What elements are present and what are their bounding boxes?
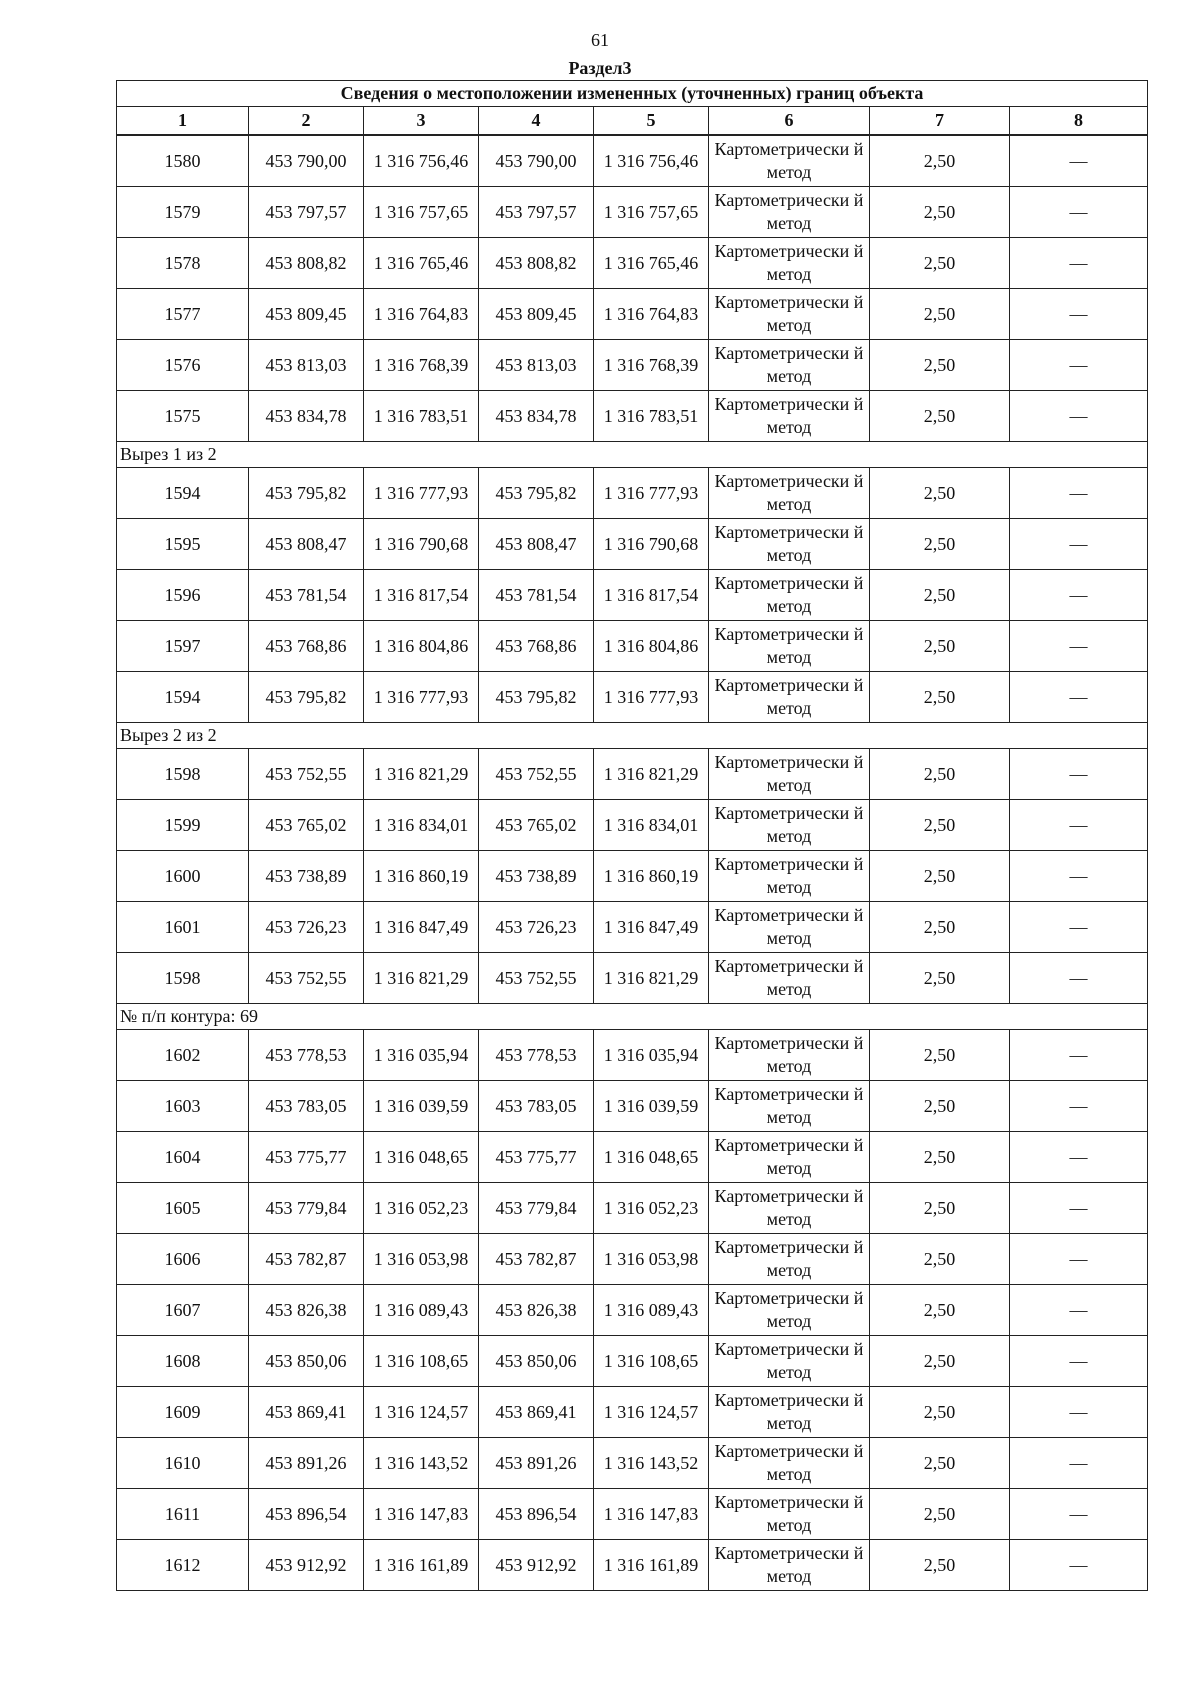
method-cell: Картометрически й метод [709, 391, 870, 442]
y-new-cell: 1 316 053,98 [594, 1234, 709, 1285]
point-number-cell: 1606 [117, 1234, 249, 1285]
description-cell: — [1010, 1081, 1148, 1132]
y-old-cell: 1 316 048,65 [364, 1132, 479, 1183]
y-old-cell: 1 316 756,46 [364, 135, 479, 187]
x-new-cell: 453 808,82 [479, 238, 594, 289]
group-label: Вырез 1 из 2 [117, 442, 1148, 468]
precision-cell: 2,50 [870, 519, 1010, 570]
precision-cell: 2,50 [870, 749, 1010, 800]
y-old-cell: 1 316 765,46 [364, 238, 479, 289]
y-new-cell: 1 316 124,57 [594, 1387, 709, 1438]
point-number-cell: 1578 [117, 238, 249, 289]
precision-cell: 2,50 [870, 1234, 1010, 1285]
y-new-cell: 1 316 756,46 [594, 135, 709, 187]
point-number-cell: 1605 [117, 1183, 249, 1234]
description-cell: — [1010, 1438, 1148, 1489]
x-new-cell: 453 834,78 [479, 391, 594, 442]
description-cell: — [1010, 621, 1148, 672]
column-header: 6 [709, 107, 870, 136]
point-number-cell: 1595 [117, 519, 249, 570]
table-row [117, 1489, 1148, 1540]
method-cell: Картометрически й метод [709, 1540, 870, 1591]
y-old-cell: 1 316 821,29 [364, 953, 479, 1004]
x-old-cell: 453 813,03 [249, 340, 364, 391]
precision-cell: 2,50 [870, 1285, 1010, 1336]
table-row [117, 391, 1148, 442]
precision-cell: 2,50 [870, 340, 1010, 391]
y-new-cell: 1 316 834,01 [594, 800, 709, 851]
table-row [117, 1387, 1148, 1438]
description-cell: — [1010, 749, 1148, 800]
y-old-cell: 1 316 777,93 [364, 672, 479, 723]
precision-cell: 2,50 [870, 902, 1010, 953]
x-new-cell: 453 797,57 [479, 187, 594, 238]
description-cell: — [1010, 1132, 1148, 1183]
description-cell: — [1010, 672, 1148, 723]
description-cell: — [1010, 391, 1148, 442]
table-row [117, 953, 1148, 1004]
point-number-cell: 1577 [117, 289, 249, 340]
description-cell: — [1010, 1336, 1148, 1387]
method-cell: Картометрически й метод [709, 621, 870, 672]
x-new-cell: 453 779,84 [479, 1183, 594, 1234]
y-new-cell: 1 316 039,59 [594, 1081, 709, 1132]
column-header: 3 [364, 107, 479, 136]
table-caption: Сведения о местоположении измененных (уточненных) границ объекта [117, 81, 1148, 107]
coordinates-table [116, 80, 1148, 1591]
point-number-cell: 1612 [117, 1540, 249, 1591]
y-new-cell: 1 316 765,46 [594, 238, 709, 289]
page-number: 61 [591, 30, 609, 50]
method-cell: Картометрически й метод [709, 187, 870, 238]
precision-cell: 2,50 [870, 289, 1010, 340]
x-old-cell: 453 912,92 [249, 1540, 364, 1591]
method-cell: Картометрически й метод [709, 672, 870, 723]
y-new-cell: 1 316 089,43 [594, 1285, 709, 1336]
description-cell: — [1010, 1234, 1148, 1285]
x-old-cell: 453 891,26 [249, 1438, 364, 1489]
table-row [117, 238, 1148, 289]
point-number-cell: 1604 [117, 1132, 249, 1183]
point-number-cell: 1580 [117, 135, 249, 187]
table-row [117, 1285, 1148, 1336]
x-new-cell: 453 768,86 [479, 621, 594, 672]
method-cell: Картометрически й метод [709, 340, 870, 391]
y-old-cell: 1 316 783,51 [364, 391, 479, 442]
description-cell: — [1010, 340, 1148, 391]
x-new-cell: 453 765,02 [479, 800, 594, 851]
description-cell: — [1010, 1285, 1148, 1336]
point-number-cell: 1598 [117, 749, 249, 800]
group-label: № п/п контура: 69 [117, 1004, 1148, 1030]
y-new-cell: 1 316 048,65 [594, 1132, 709, 1183]
y-new-cell: 1 316 777,93 [594, 468, 709, 519]
x-new-cell: 453 775,77 [479, 1132, 594, 1183]
y-old-cell: 1 316 143,52 [364, 1438, 479, 1489]
point-number-cell: 1599 [117, 800, 249, 851]
precision-cell: 2,50 [870, 1132, 1010, 1183]
x-old-cell: 453 808,47 [249, 519, 364, 570]
table-row [117, 749, 1148, 800]
method-cell: Картометрически й метод [709, 851, 870, 902]
x-new-cell: 453 790,00 [479, 135, 594, 187]
y-old-cell: 1 316 790,68 [364, 519, 479, 570]
precision-cell: 2,50 [870, 851, 1010, 902]
y-new-cell: 1 316 860,19 [594, 851, 709, 902]
method-cell: Картометрически й метод [709, 1387, 870, 1438]
method-cell: Картометрически й метод [709, 1183, 870, 1234]
group-label: Вырез 2 из 2 [117, 723, 1148, 749]
precision-cell: 2,50 [870, 1387, 1010, 1438]
y-old-cell: 1 316 847,49 [364, 902, 479, 953]
method-cell: Картометрически й метод [709, 1234, 870, 1285]
x-new-cell: 453 809,45 [479, 289, 594, 340]
y-new-cell: 1 316 764,83 [594, 289, 709, 340]
x-new-cell: 453 726,23 [479, 902, 594, 953]
y-new-cell: 1 316 821,29 [594, 953, 709, 1004]
y-new-cell: 1 316 804,86 [594, 621, 709, 672]
y-new-cell: 1 316 035,94 [594, 1030, 709, 1081]
precision-cell: 2,50 [870, 1030, 1010, 1081]
y-new-cell: 1 316 821,29 [594, 749, 709, 800]
y-old-cell: 1 316 039,59 [364, 1081, 479, 1132]
method-cell: Картометрически й метод [709, 519, 870, 570]
description-cell: — [1010, 1540, 1148, 1591]
method-cell: Картометрически й метод [709, 1132, 870, 1183]
precision-cell: 2,50 [870, 800, 1010, 851]
y-old-cell: 1 316 821,29 [364, 749, 479, 800]
precision-cell: 2,50 [870, 1183, 1010, 1234]
table-row [117, 902, 1148, 953]
method-cell: Картометрически й метод [709, 1336, 870, 1387]
x-old-cell: 453 795,82 [249, 672, 364, 723]
x-new-cell: 453 752,55 [479, 749, 594, 800]
x-new-cell: 453 795,82 [479, 468, 594, 519]
precision-cell: 2,50 [870, 621, 1010, 672]
x-new-cell: 453 738,89 [479, 851, 594, 902]
x-old-cell: 453 850,06 [249, 1336, 364, 1387]
x-old-cell: 453 781,54 [249, 570, 364, 621]
point-number-cell: 1575 [117, 391, 249, 442]
x-new-cell: 453 891,26 [479, 1438, 594, 1489]
table-row [117, 135, 1148, 187]
description-cell: — [1010, 135, 1148, 187]
y-old-cell: 1 316 089,43 [364, 1285, 479, 1336]
table-row [117, 1438, 1148, 1489]
table-row [117, 519, 1148, 570]
point-number-cell: 1610 [117, 1438, 249, 1489]
description-cell: — [1010, 187, 1148, 238]
precision-cell: 2,50 [870, 1081, 1010, 1132]
method-cell: Картометрически й метод [709, 1030, 870, 1081]
x-new-cell: 453 783,05 [479, 1081, 594, 1132]
table-row [117, 1081, 1148, 1132]
x-old-cell: 453 797,57 [249, 187, 364, 238]
x-old-cell: 453 869,41 [249, 1387, 364, 1438]
y-old-cell: 1 316 035,94 [364, 1030, 479, 1081]
method-cell: Картометрически й метод [709, 1489, 870, 1540]
point-number-cell: 1603 [117, 1081, 249, 1132]
table-row [117, 1030, 1148, 1081]
table-row [117, 1132, 1148, 1183]
column-header: 5 [594, 107, 709, 136]
x-old-cell: 453 808,82 [249, 238, 364, 289]
y-old-cell: 1 316 161,89 [364, 1540, 479, 1591]
y-new-cell: 1 316 143,52 [594, 1438, 709, 1489]
point-number-cell: 1596 [117, 570, 249, 621]
description-cell: — [1010, 1030, 1148, 1081]
y-new-cell: 1 316 777,93 [594, 672, 709, 723]
method-cell: Картометрически й метод [709, 135, 870, 187]
x-old-cell: 453 726,23 [249, 902, 364, 953]
description-cell: — [1010, 519, 1148, 570]
precision-cell: 2,50 [870, 468, 1010, 519]
method-cell: Картометрически й метод [709, 289, 870, 340]
y-new-cell: 1 316 161,89 [594, 1540, 709, 1591]
precision-cell: 2,50 [870, 238, 1010, 289]
x-new-cell: 453 752,55 [479, 953, 594, 1004]
point-number-cell: 1598 [117, 953, 249, 1004]
description-cell: — [1010, 800, 1148, 851]
method-cell: Картометрически й метод [709, 902, 870, 953]
y-new-cell: 1 316 768,39 [594, 340, 709, 391]
precision-cell: 2,50 [870, 1489, 1010, 1540]
y-old-cell: 1 316 757,65 [364, 187, 479, 238]
point-number-cell: 1594 [117, 672, 249, 723]
x-old-cell: 453 752,55 [249, 749, 364, 800]
x-old-cell: 453 783,05 [249, 1081, 364, 1132]
precision-cell: 2,50 [870, 187, 1010, 238]
x-old-cell: 453 826,38 [249, 1285, 364, 1336]
y-old-cell: 1 316 147,83 [364, 1489, 479, 1540]
y-old-cell: 1 316 804,86 [364, 621, 479, 672]
table-row [117, 621, 1148, 672]
method-cell: Картометрически й метод [709, 238, 870, 289]
method-cell: Картометрически й метод [709, 468, 870, 519]
x-old-cell: 453 782,87 [249, 1234, 364, 1285]
y-old-cell: 1 316 124,57 [364, 1387, 479, 1438]
point-number-cell: 1600 [117, 851, 249, 902]
precision-cell: 2,50 [870, 1336, 1010, 1387]
x-old-cell: 453 779,84 [249, 1183, 364, 1234]
column-header: 4 [479, 107, 594, 136]
x-new-cell: 453 781,54 [479, 570, 594, 621]
y-old-cell: 1 316 053,98 [364, 1234, 479, 1285]
x-old-cell: 453 809,45 [249, 289, 364, 340]
y-old-cell: 1 316 834,01 [364, 800, 479, 851]
point-number-cell: 1579 [117, 187, 249, 238]
description-cell: — [1010, 570, 1148, 621]
description-cell: — [1010, 1489, 1148, 1540]
y-new-cell: 1 316 108,65 [594, 1336, 709, 1387]
method-cell: Картометрически й метод [709, 800, 870, 851]
precision-cell: 2,50 [870, 570, 1010, 621]
x-old-cell: 453 834,78 [249, 391, 364, 442]
x-old-cell: 453 790,00 [249, 135, 364, 187]
table-row [117, 1540, 1148, 1591]
y-old-cell: 1 316 108,65 [364, 1336, 479, 1387]
group-row [117, 723, 1148, 749]
x-new-cell: 453 778,53 [479, 1030, 594, 1081]
table-row [117, 1234, 1148, 1285]
x-new-cell: 453 808,47 [479, 519, 594, 570]
x-old-cell: 453 795,82 [249, 468, 364, 519]
method-cell: Картометрически й метод [709, 1438, 870, 1489]
y-old-cell: 1 316 777,93 [364, 468, 479, 519]
table-row [117, 1336, 1148, 1387]
group-row [117, 442, 1148, 468]
x-new-cell: 453 912,92 [479, 1540, 594, 1591]
y-old-cell: 1 316 052,23 [364, 1183, 479, 1234]
y-old-cell: 1 316 817,54 [364, 570, 479, 621]
table-row [117, 468, 1148, 519]
table-row [117, 340, 1148, 391]
description-cell: — [1010, 1183, 1148, 1234]
precision-cell: 2,50 [870, 391, 1010, 442]
y-new-cell: 1 316 817,54 [594, 570, 709, 621]
x-old-cell: 453 752,55 [249, 953, 364, 1004]
group-row [117, 1004, 1148, 1030]
precision-cell: 2,50 [870, 1438, 1010, 1489]
point-number-cell: 1576 [117, 340, 249, 391]
method-cell: Картометрически й метод [709, 749, 870, 800]
table-row [117, 800, 1148, 851]
y-new-cell: 1 316 847,49 [594, 902, 709, 953]
point-number-cell: 1601 [117, 902, 249, 953]
table-row [117, 570, 1148, 621]
x-old-cell: 453 778,53 [249, 1030, 364, 1081]
description-cell: — [1010, 902, 1148, 953]
method-cell: Картометрически й метод [709, 1081, 870, 1132]
y-old-cell: 1 316 860,19 [364, 851, 479, 902]
method-cell: Картометрически й метод [709, 1285, 870, 1336]
table-row [117, 289, 1148, 340]
column-header: 8 [1010, 107, 1148, 136]
y-new-cell: 1 316 757,65 [594, 187, 709, 238]
y-new-cell: 1 316 790,68 [594, 519, 709, 570]
point-number-cell: 1602 [117, 1030, 249, 1081]
point-number-cell: 1597 [117, 621, 249, 672]
description-cell: — [1010, 851, 1148, 902]
x-old-cell: 453 775,77 [249, 1132, 364, 1183]
x-old-cell: 453 768,86 [249, 621, 364, 672]
table-row [117, 1183, 1148, 1234]
x-old-cell: 453 738,89 [249, 851, 364, 902]
table-row [117, 851, 1148, 902]
description-cell: — [1010, 468, 1148, 519]
x-new-cell: 453 782,87 [479, 1234, 594, 1285]
x-new-cell: 453 795,82 [479, 672, 594, 723]
point-number-cell: 1609 [117, 1387, 249, 1438]
x-new-cell: 453 813,03 [479, 340, 594, 391]
precision-cell: 2,50 [870, 1540, 1010, 1591]
y-new-cell: 1 316 783,51 [594, 391, 709, 442]
y-old-cell: 1 316 768,39 [364, 340, 479, 391]
x-new-cell: 453 896,54 [479, 1489, 594, 1540]
description-cell: — [1010, 1387, 1148, 1438]
point-number-cell: 1608 [117, 1336, 249, 1387]
precision-cell: 2,50 [870, 953, 1010, 1004]
column-header: 2 [249, 107, 364, 136]
x-new-cell: 453 826,38 [479, 1285, 594, 1336]
method-cell: Картометрически й метод [709, 953, 870, 1004]
x-new-cell: 453 850,06 [479, 1336, 594, 1387]
method-cell: Картометрически й метод [709, 570, 870, 621]
x-old-cell: 453 765,02 [249, 800, 364, 851]
column-header: 7 [870, 107, 1010, 136]
precision-cell: 2,50 [870, 672, 1010, 723]
point-number-cell: 1607 [117, 1285, 249, 1336]
table-row [117, 672, 1148, 723]
description-cell: — [1010, 238, 1148, 289]
precision-cell: 2,50 [870, 135, 1010, 187]
point-number-cell: 1594 [117, 468, 249, 519]
y-new-cell: 1 316 147,83 [594, 1489, 709, 1540]
point-number-cell: 1611 [117, 1489, 249, 1540]
y-old-cell: 1 316 764,83 [364, 289, 479, 340]
table-body [117, 135, 1148, 1591]
x-old-cell: 453 896,54 [249, 1489, 364, 1540]
section-title: Раздел3 [568, 58, 632, 78]
column-header: 1 [117, 107, 249, 136]
x-new-cell: 453 869,41 [479, 1387, 594, 1438]
table-row [117, 187, 1148, 238]
description-cell: — [1010, 289, 1148, 340]
y-new-cell: 1 316 052,23 [594, 1183, 709, 1234]
description-cell: — [1010, 953, 1148, 1004]
